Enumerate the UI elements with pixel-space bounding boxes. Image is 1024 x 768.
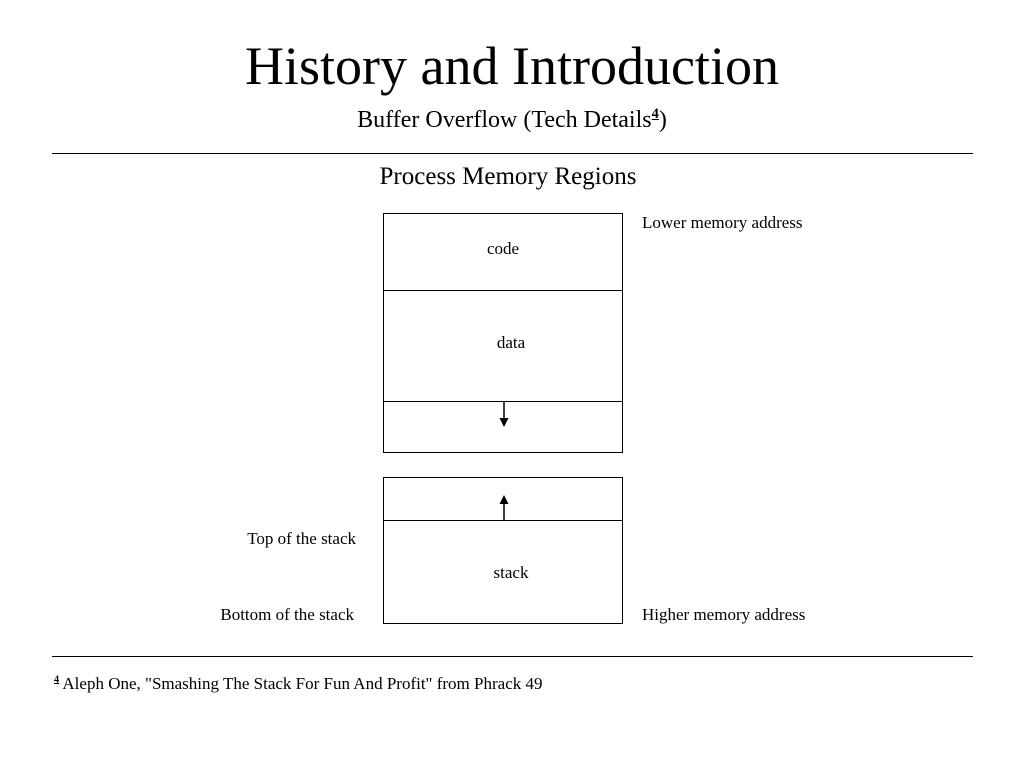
slide-subtitle (0, 105, 1024, 135)
subtitle-footnote-ref[interactable]: 4 (651, 106, 659, 122)
footer-divider (52, 656, 973, 657)
header-divider (52, 153, 973, 154)
top-of-stack-label: Top of the stack (247, 529, 356, 548)
data-region-label: data (496, 333, 526, 352)
heap-growth-down-arrow-icon (494, 400, 514, 430)
stack-region-label: stack (493, 563, 529, 582)
footnote-ref: 4 (54, 674, 60, 686)
subtitle-text: Buffer Overflow (Tech Details (357, 107, 652, 133)
stack-growth-up-arrow-icon (494, 492, 514, 522)
subtitle-close: ) (658, 107, 667, 133)
higher-memory-address-label: Higher memory address (642, 605, 806, 624)
slide-title: History and Introduction (245, 36, 779, 96)
code-region-label: code (486, 239, 520, 258)
section-title: Process Memory Regions (379, 163, 637, 190)
footnote-text: Aleph One, "Smashing The Stack For Fun And Profit" from Phrack 49 (62, 674, 543, 693)
footnote (54, 673, 543, 695)
code-data-divider (384, 290, 622, 291)
bottom-of-stack-label: Bottom of the stack (220, 605, 354, 624)
lower-memory-address-label: Lower memory address (642, 213, 803, 232)
